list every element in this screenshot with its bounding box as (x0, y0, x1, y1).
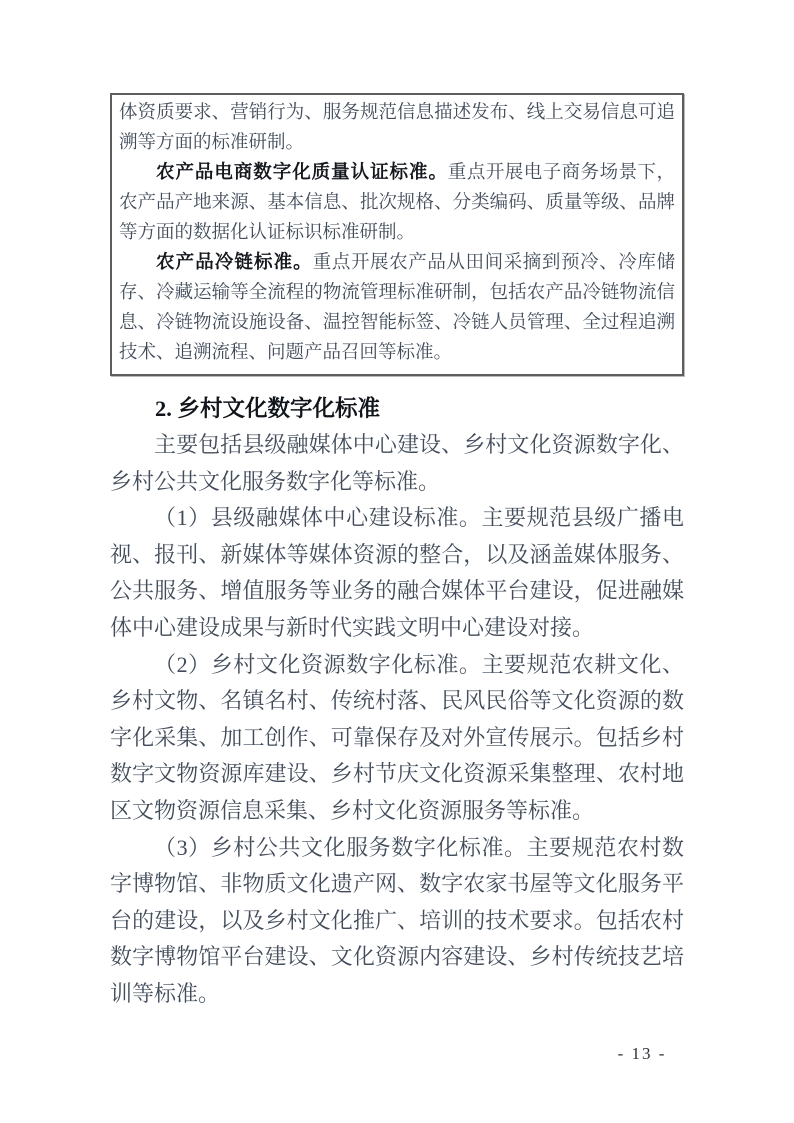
boxed-continuation-paragraph: 体资质要求、营销行为、服务规范信息描述发布、线上交易信息可追溯等方面的标准研制。 (119, 103, 675, 153)
page-number: - 13 - (617, 1044, 667, 1063)
list-item-cultural-resources-digitization: （2）乡村文化资源数字化标准。主要规范农耕文化、乡村文物、名镇名村、传统村落、民风民俗等文化资源的数字化采集、加工创作、可靠保存及对外宣传展示。包括乡村数字文物资源库建设、乡村节庆文化资源采集整理、农村地区文物资源信息采集、乡村文化资源服务等标准。 (110, 651, 684, 823)
boxed-paragraph-cold-chain (119, 248, 675, 368)
section-intro-paragraph: 主要包括县级融媒体中心建设、乡村文化资源数字化、乡村公共文化服务数字化等标准。 (110, 432, 684, 494)
boxed-paragraph-lead: 农产品电商数字化质量认证标准。 (156, 163, 448, 183)
list-item-public-cultural-services: （3）乡村公共文化服务数字化标准。主要规范农村数字博物馆、非物质文化遗产网、数字农家书屋等文化服务平台的建设，以及乡村文化推广、培训的技术要求。包括农村数字博物馆平台建设、文化资源内容建设、乡村传统技艺培训等标准。 (110, 834, 684, 1006)
boxed-paragraph-ecommerce-certification (119, 158, 675, 248)
boxed-paragraph-text: 重点开展电子商务场景下，农产品产地来源、基本信息、批次规格、分类编码、质量等级、品牌等方面的数据化认证标识标准研制。 (119, 163, 675, 243)
boxed-standards-section (110, 93, 684, 376)
list-item-county-media-center: （1）县级融媒体中心建设标准。主要规范县级广播电视、报刊、新媒体等媒体资源的整合，以及涵盖媒体服务、公共服务、增值服务等业务的融合媒体平台建设，促进融媒体中心建设成果与新时代实践文明中心建设对接。 (110, 505, 684, 640)
boxed-paragraph-text: 重点开展农产品从田间采摘到预冷、冷库储存、冷藏运输等全流程的物流管理标准研制，包括农产品冷链物流信息、冷链物流设施设备、温控智能标签、冷链人员管理、全过程追溯技术、追溯流程、问题产品召回等标准。 (119, 253, 675, 363)
boxed-paragraph-lead: 农产品冷链标准。 (156, 253, 313, 273)
section-heading: 2. 乡村文化数字化标准 (155, 396, 381, 421)
document-body (110, 93, 684, 1013)
